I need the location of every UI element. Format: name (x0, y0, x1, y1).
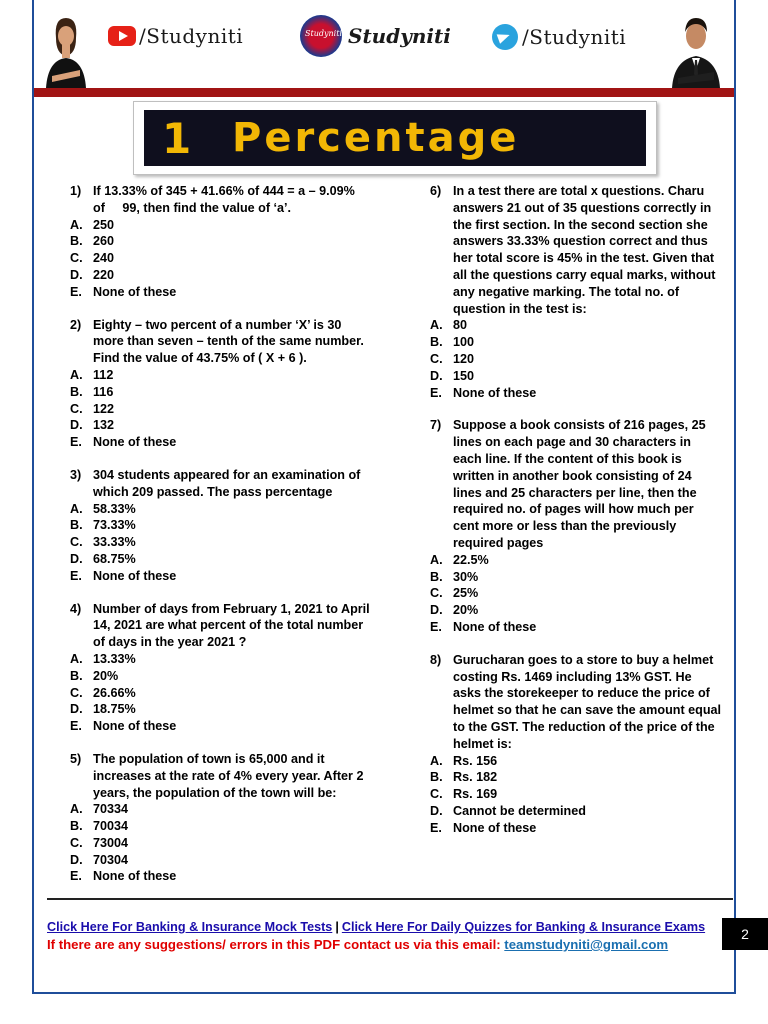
option: A. 58.33% (70, 501, 136, 516)
option: E. None of these (70, 869, 177, 884)
logo-text: Studyniti (348, 24, 451, 48)
link-separator: | (335, 920, 339, 934)
option: B. 20% (70, 668, 119, 683)
question-7: 7) Suppose a book consists of 216 pages, 25 lines on each page and 30 characters in each line. If the content of this book is written in another book consisting of 24 lines and 25 characters per line, then the required no. of pages will how much per cent more or less than the previously required pages A. 22.5% B. 30% C. 25% D. 20% E. None of these (430, 417, 722, 635)
mock-tests-link[interactable]: Click Here For Banking & Insurance Mock Tests (47, 920, 333, 934)
option: A. 13.33% (70, 651, 136, 666)
contact-email-link[interactable]: teamstudyniti@gmail.com (504, 937, 669, 952)
option: E. None of these (70, 435, 177, 450)
option: D. 220 (70, 267, 115, 282)
option: A. 70334 (70, 802, 129, 817)
footer-divider (47, 898, 733, 900)
telegram-icon (492, 24, 518, 50)
logo-badge-icon: Studyniti (300, 15, 342, 57)
youtube-icon (108, 26, 136, 46)
chapter-title-banner (133, 101, 657, 175)
youtube-channel[interactable] (108, 24, 243, 48)
option: B. 260 (70, 234, 115, 249)
option: D. 70304 (70, 852, 129, 867)
option: E. None of these (70, 284, 177, 299)
option: E. None of these (430, 385, 537, 400)
option: E. None of these (430, 619, 537, 634)
question-6: 6) In a test there are total x questions. Charu answers 21 out of 35 questions correctly in the first section. In the second section she answers 33.33% question correct and thus her total score is 45% in the test. Given that all the questions carry equal marks, without any negative marking. The total no. of question in the test is: A. 80 B. 100 C. 120 D. 150 E. None of these (430, 183, 722, 401)
option: E. None of these (70, 568, 177, 583)
option: B. 70034 (70, 819, 129, 834)
option: D. 68.75% (70, 551, 136, 566)
chapter-number: 1 (162, 113, 192, 163)
question-text: Suppose a book consists of 216 pages, 25 lines on each page and 30 characters in each line. If the content of this book is written in another book consisting of 24 lines and 25 characters per line, then the required no. of pages will how much per cent more or less than the previously required pages (453, 418, 706, 550)
option: C. 33.33% (70, 535, 136, 550)
daily-quizzes-link[interactable]: Click Here For Daily Quizzes for Banking & Insurance Exams (341, 920, 706, 934)
option: C. 25% (430, 586, 479, 601)
question-text: If 13.33% of 345 + 41.66% of 444 = a – 9.09% of 99, then find the value of ‘a’. (93, 184, 355, 215)
question-4: 4) Number of days from February 1, 2021 to April 14, 2021 are what percent of the total number of days in the year 2021 ? A. 13.33% B. 20% C. 26.66% D. 18.75% E. None of these (70, 601, 370, 734)
option: A. Rs. 156 (430, 753, 498, 768)
option: C. Rs. 169 (430, 787, 498, 802)
option: B. 73.33% (70, 518, 136, 533)
option: D. 150 (430, 368, 475, 383)
option: C. 240 (70, 251, 115, 266)
telegram-handle: /Studyniti (522, 25, 627, 49)
chapter-title: Percentage (232, 115, 520, 161)
option: B. 100 (430, 335, 475, 350)
presenter-left-photo (38, 10, 94, 88)
questions-left-column (70, 183, 370, 901)
question-8: 8) Gurucharan goes to a store to buy a helmet costing Rs. 1469 including 13% GST. He asks the storekeeper to reduce the price of helmet so that he can save the amount equal to the GST. The reduction of the price of the helmet is: A. Rs. 156 B. Rs. 182 C. Rs. 169 D. Cannot be determined E. None of these (430, 652, 722, 835)
option: E. None of these (430, 820, 537, 835)
option: A. 250 (70, 217, 115, 232)
question-text: 304 students appeared for an examination of which 209 passed. The pass percentage (93, 467, 361, 499)
question-3: 3) 304 students appeared for an examination of which 209 passed. The pass percentage A. 58.33% B. 73.33% C. 33.33% D. 68.75% E. None of these (70, 467, 370, 585)
option: A. 22.5% (430, 552, 489, 567)
question-text: Number of days from February 1, 2021 to April 14, 2021 are what percent of the total number of days in the year 2021 ? (93, 601, 370, 650)
question-2: 2) Eighty – two percent of a number ‘X’ is 30 more than seven – tenth of the same number. Find the value of 43.75% of ( X + 6 ). A. 112 B. 116 C. 122 D. 132 E. None of these (70, 317, 370, 451)
question-text: Eighty – two percent of a number ‘X’ is 30 more than seven – tenth of the same number. Find the value of 43.75% of ( X + 6 ). (93, 317, 364, 366)
question-text: The population of town is 65,000 and it increases at the rate of 4% every year. After 2 years, the population of the town will be: (93, 751, 364, 800)
studyniti-logo (300, 14, 451, 58)
option: E. None of these (70, 719, 177, 734)
question-text: In a test there are total x questions. Charu answers 21 out of 35 questions correctly in the first section. In the second section she answers 33.33% question correct and thus her total score is 45% in the test. Given that all the questions carry equal marks, without any negative marking. The total no. of question in the test is: (453, 184, 716, 316)
contact-text: If there are any suggestions/ errors in this PDF contact us via this email: (47, 937, 505, 952)
option: B. Rs. 182 (430, 770, 498, 785)
question-1: 1) If 13.33% of 345 + 41.66% of 444 = a – 9.09% of 99, then find the value of ‘a’. A. 250 B. 260 C. 240 D. 220 E. None of these (70, 183, 370, 301)
option: B. 116 (70, 384, 114, 399)
option: C. 122 (70, 401, 115, 416)
telegram-channel[interactable] (492, 24, 626, 50)
youtube-handle: /Studyniti (139, 24, 244, 48)
option: D. Cannot be determined (430, 803, 586, 818)
page-header (34, 0, 734, 90)
questions-right-column (430, 183, 722, 852)
option: C. 120 (430, 351, 475, 366)
option: A. 80 (430, 318, 468, 333)
footer-links (47, 920, 705, 934)
presenter-right-photo (668, 10, 724, 88)
option: B. 30% (430, 569, 479, 584)
question-5: 5) The population of town is 65,000 and it increases at the rate of 4% every year. After 2 years, the population of the town will be: A. 70334 B. 70034 C. 73004 D. 70304 E. None of these (70, 751, 370, 885)
option: C. 26.66% (70, 685, 136, 700)
option: D. 18.75% (70, 702, 136, 717)
option: D. 132 (70, 418, 115, 433)
header-divider (34, 88, 734, 97)
option: D. 20% (430, 603, 479, 618)
option: A. 112 (70, 367, 114, 382)
option: C. 73004 (70, 835, 129, 850)
contact-notice (47, 937, 668, 952)
question-text: Gurucharan goes to a store to buy a helmet costing Rs. 1469 including 13% GST. He asks the storekeeper to reduce the price of helmet so that he can save the amount equal to the GST. The reduction of the price of the helmet is: (453, 652, 722, 751)
page-number: 2 (722, 918, 768, 950)
